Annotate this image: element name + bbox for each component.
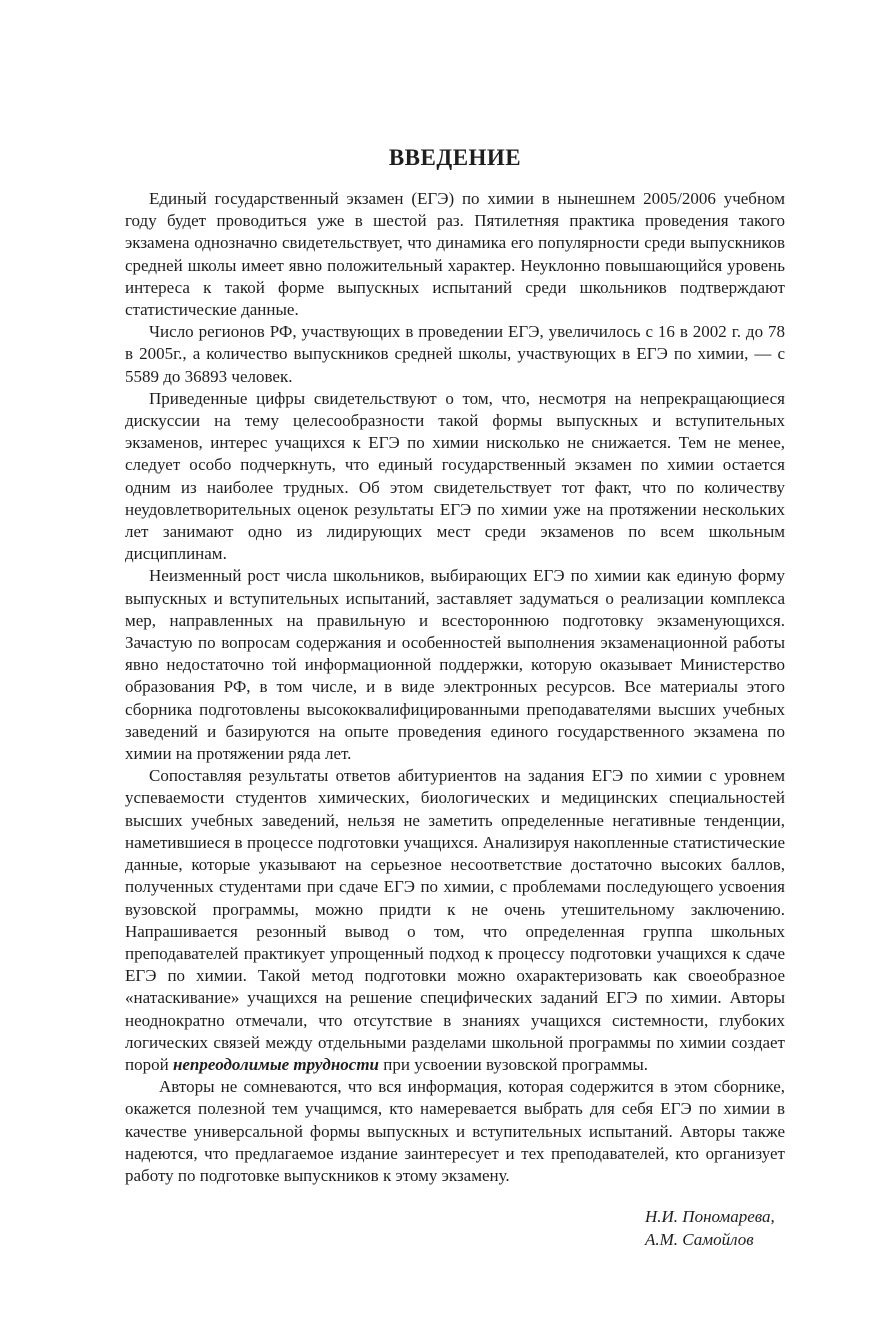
paragraph-2: Число регионов РФ, участвующих в проведении ЕГЭ, увеличилось с 16 в 2002 г. до 78 в 2005г., а количество выпускников средней школы, участвующих в ЕГЭ по химии, — с 5589 до 36893 человек. <box>125 322 785 386</box>
page-title: ВВЕДЕНИЕ <box>388 145 522 170</box>
author-2: А.М. Самойлов <box>645 1230 754 1250</box>
document-page <box>125 140 785 1251</box>
introduction-body <box>125 188 785 1187</box>
paragraph-1: Единый государственный экзамен (ЕГЭ) по химии в нынешнем 2005/2006 учебном году будет проводиться уже в шестой раз. Пятилетняя практика проведения такого экзамена однозначно свидетельствует, что динамика его популярности среди выпускников средней школы имеет явно положительный характер. Неуклонно повышающийся уровень интереса к такой форме выпускных испытаний среди школьников подтверждают статистические данные. <box>125 189 785 320</box>
paragraph-5-text-after: при усвоении вузовской программы. <box>379 1054 649 1074</box>
emphasized-phrase: непреодолимые трудности <box>172 1054 380 1074</box>
authors-signature <box>125 1205 785 1251</box>
author-1: Н.И. Пономарева, <box>645 1207 775 1227</box>
paragraph-3: Приведенные цифры свидетельствуют о том, что, несмотря на непрекращающиеся дискуссии на тему целесообразности такой формы выпускных и вступительных экзаменов, интерес учащихся к ЕГЭ по химии нисколько не снижается. Тем не менее, следует особо подчеркнуть, что единый государственный экзамен по химии остается одним из наиболее трудных. Об этом свидетельствует тот факт, что по количеству неудовлетворительных оценок результаты ЕГЭ по химии уже на протяжении нескольких лет занимают одно из лидирующих мест среди экзаменов по всем школьным дисциплинам. <box>125 388 785 564</box>
paragraph-5-text-before: Сопоставляя результаты ответов абитуриентов на задания ЕГЭ по химии с уровнем успеваемости студентов химических, биологических и медицинских специальностей высших учебных заведений, нельзя не заметить определенные негативные тенденции, наметившиеся в процессе подготовки учащихся. Анализируя накопленные статистические данные, которые указывают на серьезное несоответствие достаточно высоких баллов, полученных студентами при сдаче ЕГЭ по химии, с проблемами последующего усвоения вузовской программы, можно придти к не очень утешительному заключению. Напрашивается резонный вывод о том, что определенная группа школьных преподавателей практикует упрощенный подход к процессу подготовки учащихся к сдаче ЕГЭ по химии. Такой метод подготовки можно охарактеризовать как своеобразное «натаскивание» учащихся на решение специфических заданий ЕГЭ по химии. Авторы неоднократно отмечали, что отсутствие в знаниях учащихся системности, глубоких логических связей между отдельными разделами школьной программы по химии создает порой <box>125 766 785 1074</box>
paragraph-5 <box>125 765 785 1076</box>
paragraph-4: Неизменный рост числа школьников, выбирающих ЕГЭ по химии как единую форму выпускных и вступительных испытаний, заставляет задуматься о реализации комплекса мер, направленных на правильную и всестороннюю подготовку экзаменующихся. Зачастую по вопросам содержания и особенностей выполнения экзаменационной работы явно недостаточно той информационной поддержки, которую оказывает Министерство образования РФ, в том числе, и в виде электронных ресурсов. Все материалы этого сборника подготовлены высококвалифицированными преподавателями высших учебных заведений и базируются на опыте проведения единого государственного экзамена по химии на протяжении ряда лет. <box>125 566 785 764</box>
paragraph-6: Авторы не сомневаются, что вся информация, которая содержится в этом сборнике, окажется полезной тем учащимся, кто намеревается выбрать для себя ЕГЭ по химии в качестве универсальной формы выпускных и вступительных испытаний. Авторы также надеются, что предлагаемое издание заинтересует и тех преподавателей, кто организует работу по подготовке выпускников к этому экзамену. <box>125 1077 785 1185</box>
